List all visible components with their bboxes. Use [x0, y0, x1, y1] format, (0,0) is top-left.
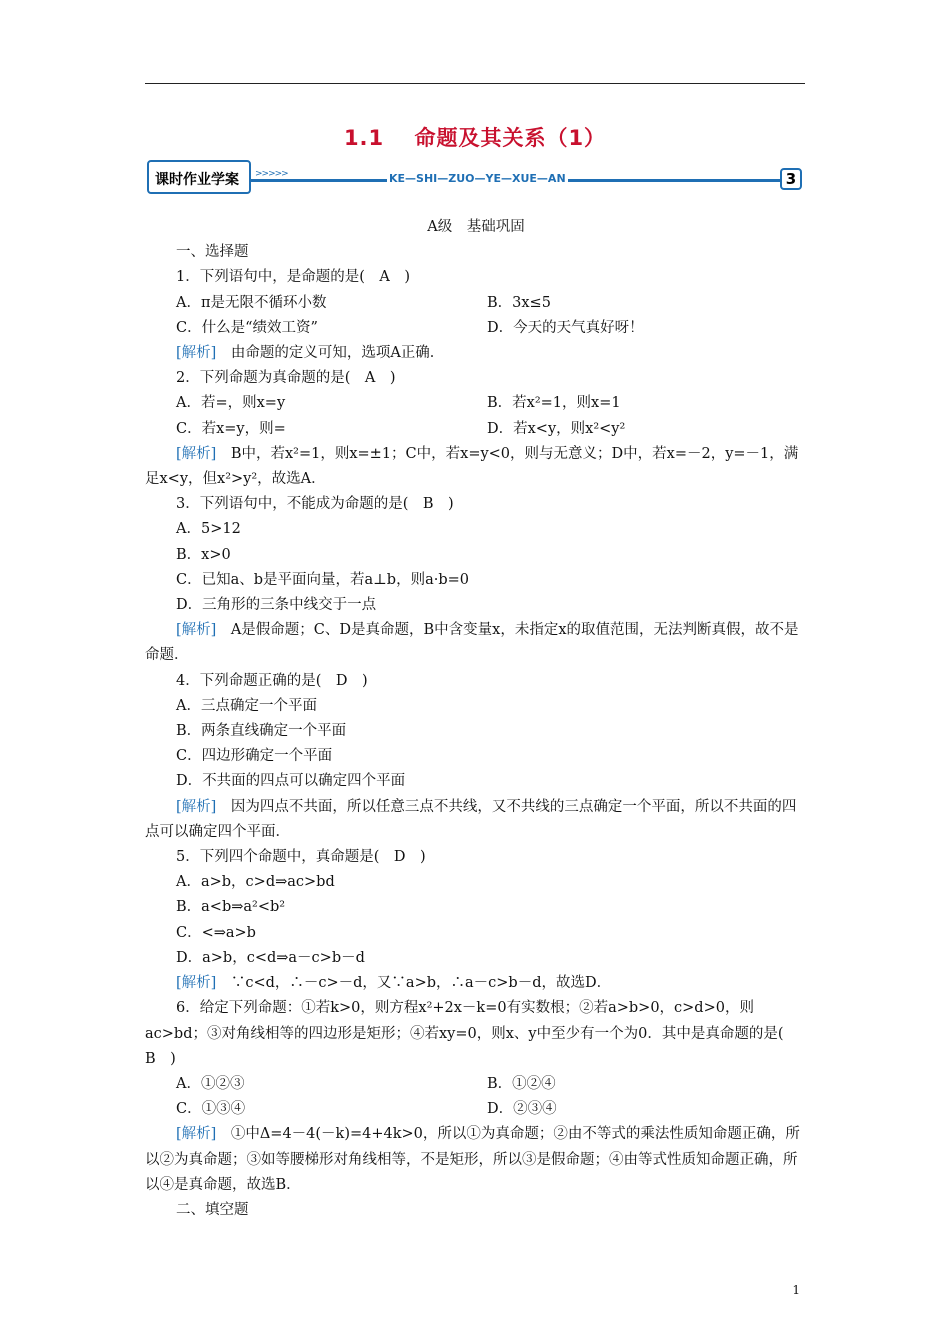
option-d: D．不共面的四点可以确定四个平面 — [176, 773, 406, 790]
analysis — [145, 618, 807, 668]
option-c: C．什么是“绩效工资” — [176, 319, 318, 336]
section-heading: 二、填空题 — [176, 1201, 249, 1218]
option-d: D．②③④ — [487, 1101, 557, 1118]
section-heading: 一、选择题 — [176, 244, 249, 261]
question-stem: 5．下列四个命题中，真命题是( D ) — [176, 849, 426, 866]
analysis-tag: [解析] — [176, 345, 217, 362]
level-heading: A级 基础巩固 — [427, 219, 525, 235]
question-stem: 1．下列语句中，是命题的是( A ) — [176, 269, 411, 286]
analysis — [145, 442, 807, 492]
page-title: 1.1 命题及其关系（1） — [343, 126, 607, 150]
analysis-text: 因为四点不共面，所以任意三点不共线，又不共线的三点确定一个平面，所以不共面的四点可以确定四个平面． — [145, 798, 797, 840]
question-stem: 6．给定下列命题：①若k>0，则方程x²+2x－k=0有实数根；②若a>b>0，c>d>0，则ac>bd；③对角线相等的四边形是矩形；④若xy=0，则x、y中至少有一个为0．其中是真命题的是( B ) — [145, 1000, 798, 1067]
header-rule — [145, 83, 805, 84]
option-a: A．5>12 — [176, 521, 241, 538]
banner-number-badge: 3 — [780, 168, 802, 190]
option-b: B．若x²=1，则x=1 — [487, 395, 621, 412]
option-a: A．若=，则x=y — [176, 395, 286, 412]
option-row — [145, 1097, 807, 1122]
analysis-tag: [解析] — [176, 445, 217, 462]
option-b: B．3x≤5 — [487, 294, 551, 311]
option-d: D．三角形的三条中线交于一点 — [176, 597, 377, 614]
option-c: C．<⇒a>b — [176, 924, 256, 941]
option-a: A．a>b，c>d⇒ac>bd — [176, 874, 335, 891]
question-stem: 2．下列命题为真命题的是( A ) — [176, 370, 396, 387]
analysis — [145, 971, 807, 996]
option-c: C．已知a、b是平面向量，若a⊥b，则a·b=0 — [176, 571, 469, 588]
option-c: C．四边形确定一个平面 — [176, 748, 333, 765]
option-b: B．x>0 — [176, 546, 231, 563]
analysis-tag: [解析] — [176, 975, 217, 992]
banner-arrows-icon: >>>>> — [255, 169, 288, 179]
banner-pinyin: KE—SHI—ZUO—YE—XUE—AN — [389, 172, 566, 185]
analysis-text: A是假命题；C、D是真命题，B中含变量x，未指定x的取值范围，无法判断真假，故不是命题． — [145, 622, 799, 664]
option-b: B．①②④ — [487, 1075, 556, 1092]
option-row — [145, 417, 807, 442]
option-b: B．两条直线确定一个平面 — [176, 723, 347, 740]
analysis-text: B中，若x²=1，则x=±1；C中，若x=y<0，则与无意义；D中，若x=－2，y=－1，满足x<y，但x²>y²，故选A． — [145, 445, 799, 488]
analysis-text: ①中Δ=4－4(－k)=4+4k>0，所以①为真命题；②由不等式的乘法性质知命题正确，所以②为真命题；③如等腰梯形对角线相等，不是矩形，所以③是假命题；④由等式性质知命题正确，所以④是真命题，故选B． — [145, 1126, 800, 1193]
homework-banner — [147, 160, 807, 198]
question-stem: 4．下列命题正确的是( D ) — [176, 672, 368, 689]
analysis-text: 由命题的定义可知，选项A正确． — [216, 345, 445, 362]
analysis-tag: [解析] — [176, 622, 217, 639]
option-row — [145, 291, 807, 316]
analysis-tag: [解析] — [176, 1126, 217, 1143]
option-d: D．今天的天气真好呀！ — [487, 319, 644, 336]
analysis — [145, 1122, 807, 1198]
option-row — [145, 1072, 807, 1097]
analysis-tag: [解析] — [176, 798, 217, 815]
analysis-text: ∵c<d，∴－c>－d，又∵a>b，∴a－c>b－d，故选D． — [216, 975, 612, 992]
option-row — [145, 316, 807, 341]
banner-label: 课时作业学案 — [155, 172, 239, 188]
option-a: A．三点确定一个平面 — [176, 697, 317, 714]
option-d: D．若x<y，则x²<y² — [487, 420, 626, 437]
page-number: 1 — [792, 1283, 800, 1297]
option-a: A．①②③ — [176, 1075, 245, 1092]
banner-label-box — [147, 160, 251, 194]
document-body — [145, 215, 807, 1223]
option-c: C．①③④ — [176, 1101, 246, 1118]
option-row — [145, 391, 807, 416]
analysis — [145, 795, 807, 845]
option-a: A．π是无限不循环小数 — [176, 294, 327, 311]
option-b: B．a<b⇒a²<b² — [176, 899, 286, 916]
analysis — [145, 341, 807, 366]
option-d: D．a>b，c<d⇒a－c>b－d — [176, 949, 365, 966]
option-c: C．若x=y，则= — [176, 420, 286, 437]
question-stem: 3．下列语句中，不能成为命题的是( B ) — [176, 496, 454, 513]
